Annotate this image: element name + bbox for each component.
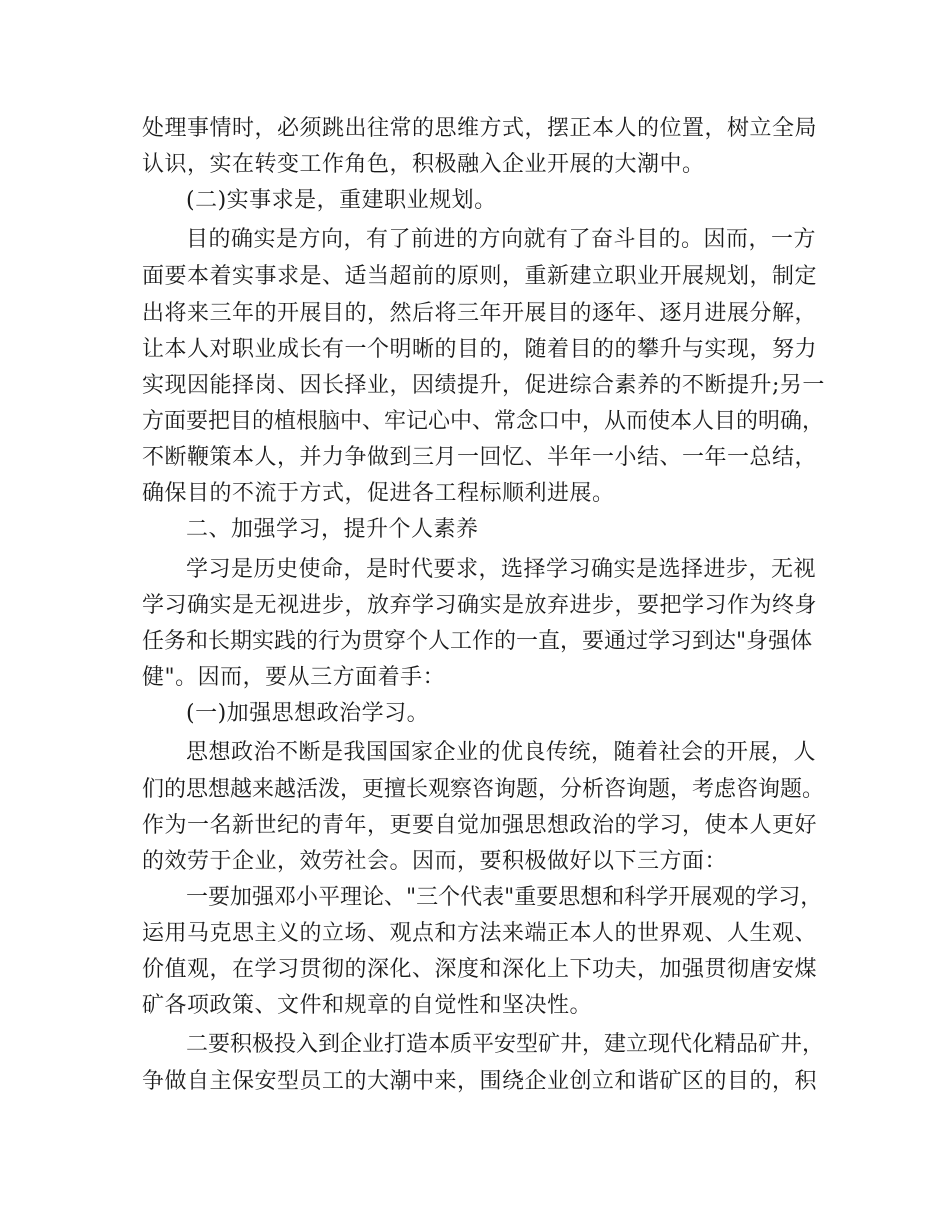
text-line: 方面要把目的植根脑中、牢记心中、常念口中，从而使本人目的明确， (142, 409, 825, 434)
section-heading: (二)实事求是，重建职业规划。 (186, 188, 497, 213)
text-line: 认识，实在转变工作角色，积极融入企业开展的大潮中。 (142, 152, 705, 177)
text-line: 二要积极投入到企业打造本质平安型矿井，建立现代化精品矿井， (186, 1032, 825, 1057)
text-line: 学习确实是无视进步，放弃学习确实是放弃进步，要把学习作为终身 (142, 593, 818, 618)
text-line: 们的思想越来越活泼，更擅长观察咨询题，分析咨询题，考虑咨询题。 (142, 777, 825, 802)
text-line: 争做自主保安型员工的大潮中来，围绕企业创立和谐矿区的目的，积 (142, 1069, 818, 1094)
section-heading: (一)加强思想政治学习。 (186, 701, 430, 726)
text-line: 的效劳于企业，效劳社会。因而，要积极做好以下三方面： (142, 849, 728, 874)
text-line: 不断鞭策本人，并力争做到三月一回忆、半年一小结、一年一总结， (142, 445, 818, 470)
text-line: 作为一名新世纪的青年，更要自觉加强思想政治的学习，使本人更好 (142, 813, 818, 838)
text-line: 处理事情时，必须跳出往常的思维方式，摆正本人的位置，树立全局 (142, 116, 818, 141)
text-line: 面要本着实事求是、适当超前的原则，重新建立职业开展规划，制定 (142, 264, 818, 289)
text-line: 让本人对职业成长有一个明晰的目的，随着目的的攀升与实现，努力 (142, 337, 818, 362)
text-line: 价值观，在学习贯彻的深化、深度和深化上下功夫，加强贯彻唐安煤 (142, 957, 818, 982)
text-line: 实现因能择岗、因长择业，因绩提升，促进综合素养的不断提升;另一 (142, 373, 825, 398)
text-line: 确保目的不流于方式，促进各工程标顺利进展。 (142, 481, 615, 506)
text-line: 学习是历史使命，是时代要求，选择学习确实是选择进步，无视 (186, 557, 817, 582)
text-line: 思想政治不断是我国国家企业的优良传统，随着社会的开展，人 (186, 740, 817, 765)
text-line: 一要加强邓小平理论、"三个代表"重要思想和科学开展观的学习， (186, 885, 823, 910)
text-line: 健"。因而，要从三方面着手： (142, 665, 446, 690)
text-line: 任务和长期实践的行为贯穿个人工作的一直，要通过学习到达"身强体 (142, 629, 813, 654)
text-line: 目的确实是方向，有了前进的方向就有了奋斗目的。因而，一方 (186, 227, 817, 252)
text-line: 运用马克思主义的立场、观点和方法来端正本人的世界观、人生观、 (142, 921, 818, 946)
text-line: 出将来三年的开展目的，然后将三年开展目的逐年、逐月进展分解， (142, 301, 818, 326)
section-heading: 二、加强学习，提升个人素养 (186, 517, 479, 542)
text-line: 矿各项政策、文件和规章的自觉性和坚决性。 (142, 993, 593, 1018)
